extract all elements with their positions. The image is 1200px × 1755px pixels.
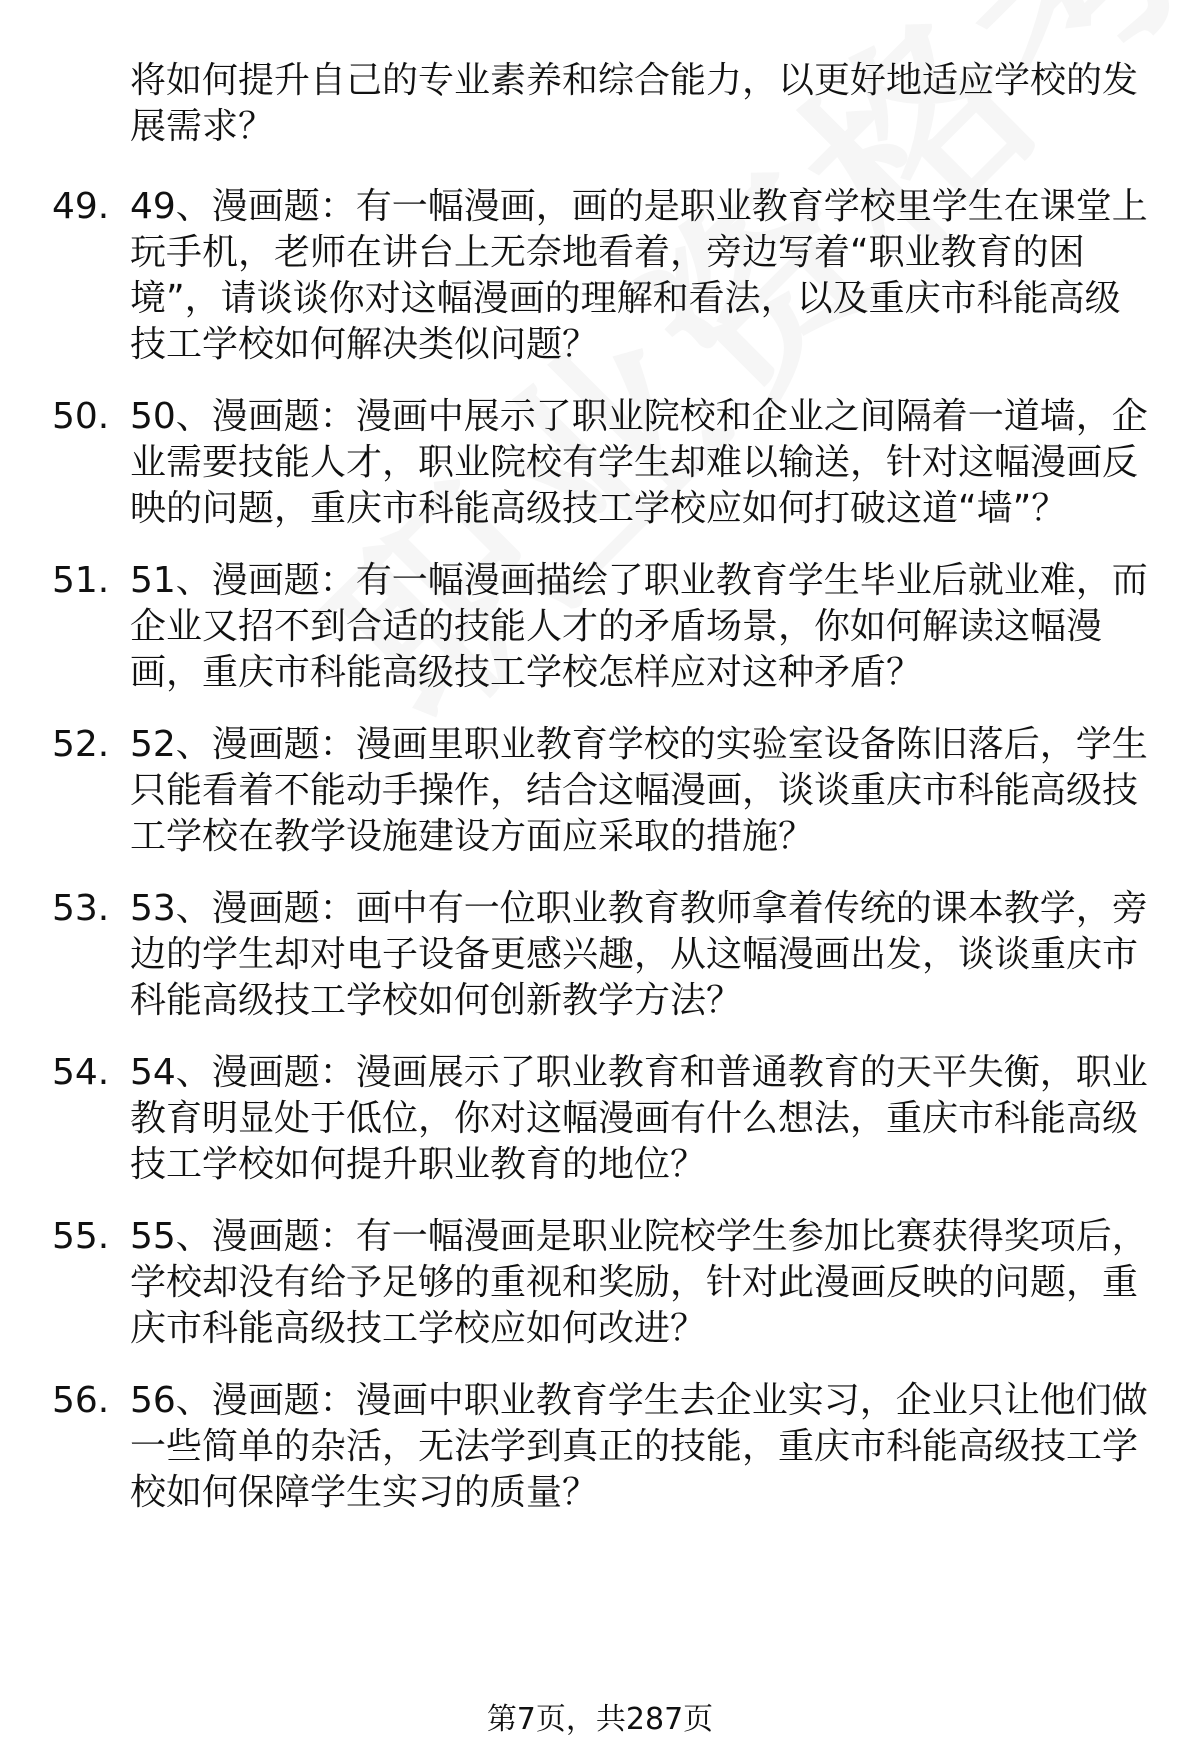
question-list [0,184,1200,1542]
question-text: 56、漫画题：漫画中职业教育学生去企业实习，企业只让他们做一些简单的杂活，无法学到真正的技能，重庆市科能高级技工学校如何保障学生实习的质量？ [130,1380,1148,1513]
question-number: 49. [52,186,110,227]
question-number: 50. [52,396,110,437]
page-footer: 第7页，共287页 [486,1702,714,1737]
question-number: 56. [52,1380,110,1421]
list-item [0,184,1200,368]
question-number: 55. [52,1216,110,1257]
question-number: 52. [52,724,110,765]
question-text: 54、漫画题：漫画展示了职业教育和普通教育的天平失衡，职业教育明显处于低位，你对这幅漫画有什么想法，重庆市科能高级技工学校如何提升职业教育的地位？ [130,1052,1148,1185]
question-text: 49、漫画题：有一幅漫画，画的是职业教育学校里学生在课堂上玩手机，老师在讲台上无奈地看着，旁边写着“职业教育的困境”，请谈谈你对这幅漫画的理解和看法，以及重庆市科能高级技工学校如何解决类似问题？ [130,186,1148,365]
list-item [0,1378,1200,1516]
list-item [0,1214,1200,1352]
list-item [0,558,1200,696]
question-text: 52、漫画题：漫画里职业教育学校的实验室设备陈旧落后，学生只能看着不能动手操作，结合这幅漫画，谈谈重庆市科能高级技工学校在教学设施建设方面应采取的措施？ [130,724,1148,857]
question-text: 53、漫画题：画中有一位职业教育教师拿着传统的课本教学，旁边的学生却对电子设备更感兴趣，从这幅漫画出发，谈谈重庆市科能高级技工学校如何创新教学方法？ [130,888,1148,1021]
continued-paragraph: 将如何提升自己的专业素养和综合能力，以更好地适应学校的发展需求？ [130,60,1139,147]
question-text: 51、漫画题：有一幅漫画描绘了职业教育学生毕业后就业难，而企业又招不到合适的技能人才的矛盾场景，你如何解读这幅漫画，重庆市科能高级技工学校怎样应对这种矛盾？ [130,560,1148,693]
list-item [0,394,1200,532]
question-number: 51. [52,560,110,601]
question-text: 55、漫画题：有一幅漫画是职业院校学生参加比赛获得奖项后，学校却没有给予足够的重视和奖励，针对此漫画反映的问题，重庆市科能高级技工学校应如何改进？ [130,1216,1148,1349]
question-number: 53. [52,888,110,929]
question-text: 50、漫画题：漫画中展示了职业院校和企业之间隔着一道墙，企业需要技能人才，职业院校有学生却难以输送，针对这幅漫画反映的问题，重庆市科能高级技工学校应如何打破这道“墙”？ [130,396,1148,529]
list-item [0,1050,1200,1188]
list-item [0,886,1200,1024]
question-number: 54. [52,1052,110,1093]
list-item [0,722,1200,860]
